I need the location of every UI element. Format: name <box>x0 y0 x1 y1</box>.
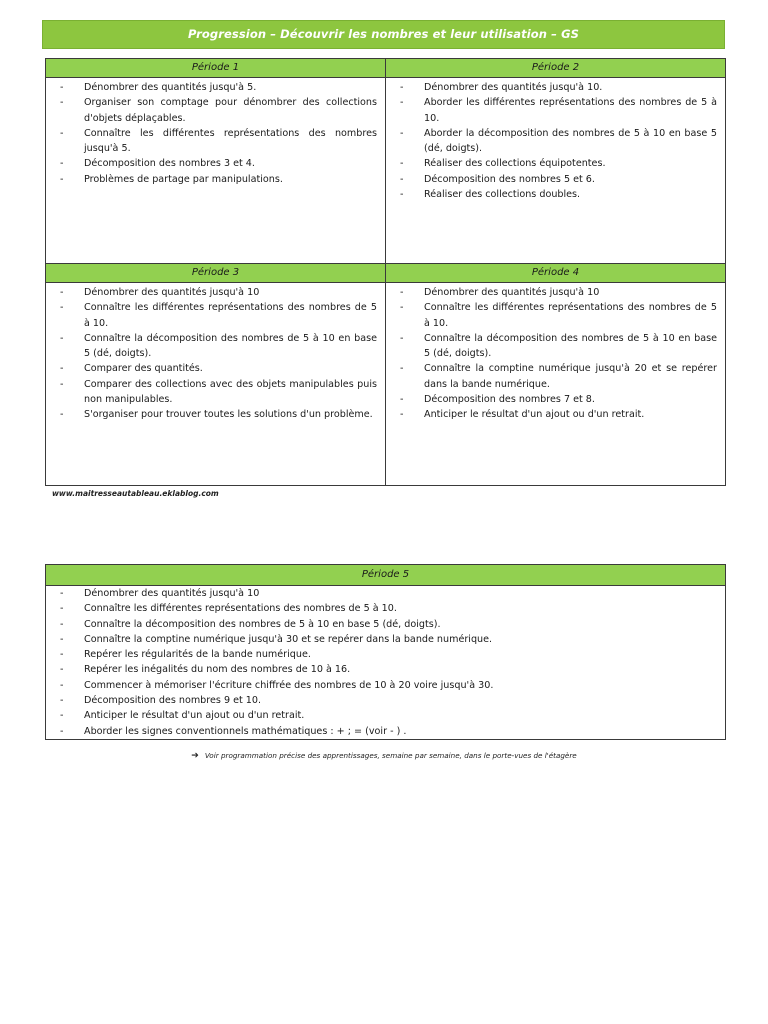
list-item: - Aborder les différentes représentations des nombres de 5 à 10. <box>394 95 717 126</box>
list-item: - Dénombrer des quantités jusqu'à 10. <box>394 80 717 95</box>
period-2-cell <box>386 78 726 264</box>
list-item: - Connaître les différentes représentations des nombres de 5 à 10. <box>54 601 717 616</box>
list-item: - Problèmes de partage par manipulations. <box>54 172 377 187</box>
period-5-cell <box>46 586 726 740</box>
list-item: - Décomposition des nombres 5 et 6. <box>394 172 717 187</box>
list-item: - Connaître la décomposition des nombres de 5 à 10 en base 5 (dé, doigts). <box>54 617 717 632</box>
period-4-list <box>386 283 725 423</box>
list-item: - Comparer des collections avec des objets manipulables puis non manipulables. <box>54 377 377 408</box>
list-item: - Aborder la décomposition des nombres de 5 à 10 en base 5 (dé, doigts). <box>394 126 717 157</box>
period-4-header: Période 4 <box>386 264 726 283</box>
list-item: - S'organiser pour trouver toutes les solutions d'un problème. <box>54 407 377 422</box>
footnote <box>0 751 768 761</box>
list-item: - Connaître les différentes représentations des nombres de 5 à 10. <box>394 300 717 331</box>
period-5-header: Période 5 <box>46 565 726 586</box>
periods-table <box>45 58 726 486</box>
list-item: - Comparer des quantités. <box>54 361 377 376</box>
period-2-list <box>386 78 725 202</box>
list-item: - Anticiper le résultat d'un ajout ou d'un retrait. <box>54 708 717 723</box>
list-item: - Connaître la décomposition des nombres de 5 à 10 en base 5 (dé, doigts). <box>54 331 377 362</box>
list-item: - Dénombrer des quantités jusqu'à 10 <box>394 285 717 300</box>
list-item: - Décomposition des nombres 3 et 4. <box>54 156 377 171</box>
period-2-header: Période 2 <box>386 59 726 78</box>
list-item: - Anticiper le résultat d'un ajout ou d'un retrait. <box>394 407 717 422</box>
list-item: - Connaître les différentes représentations des nombres jusqu'à 5. <box>54 126 377 157</box>
period-3-list <box>46 283 385 423</box>
list-item: - Décomposition des nombres 7 et 8. <box>394 392 717 407</box>
website-credit: www.maitresseautableau.eklablog.com <box>52 489 219 498</box>
period-1-header: Période 1 <box>46 59 386 78</box>
list-item: - Repérer les inégalités du nom des nombres de 10 à 16. <box>54 662 717 677</box>
list-item: - Aborder les signes conventionnels mathématiques : + ; = (voir - ) . <box>54 724 717 739</box>
arrow-right-icon: ➔ <box>191 751 199 761</box>
list-item: - Dénombrer des quantités jusqu'à 10 <box>54 586 717 601</box>
period-5-list <box>46 586 725 739</box>
period-5-table <box>45 564 726 740</box>
period-3-cell <box>46 283 386 486</box>
list-item: - Connaître la comptine numérique jusqu'à 30 et se repérer dans la bande numérique. <box>54 632 717 647</box>
page-title: Progression – Découvrir les nombres et leur utilisation – GS <box>42 20 725 49</box>
list-item: - Connaître les différentes représentations des nombres de 5 à 10. <box>54 300 377 331</box>
list-item: - Commencer à mémoriser l'écriture chiffrée des nombres de 10 à 20 voire jusqu'à 30. <box>54 678 717 693</box>
list-item: - Réaliser des collections équipotentes. <box>394 156 717 171</box>
list-item: - Connaître la comptine numérique jusqu'à 20 et se repérer dans la bande numérique. <box>394 361 717 392</box>
list-item: - Décomposition des nombres 9 et 10. <box>54 693 717 708</box>
list-item: - Organiser son comptage pour dénombrer des collections d'objets déplaçables. <box>54 95 377 126</box>
period-1-cell <box>46 78 386 264</box>
footnote-text: Voir programmation précise des apprentissages, semaine par semaine, dans le porte-vues de l'étagère <box>204 751 577 760</box>
list-item: - Dénombrer des quantités jusqu'à 5. <box>54 80 377 95</box>
period-4-cell <box>386 283 726 486</box>
list-item: - Connaître la décomposition des nombres de 5 à 10 en base 5 (dé, doigts). <box>394 331 717 362</box>
period-1-list <box>46 78 385 187</box>
period-3-header: Période 3 <box>46 264 386 283</box>
list-item: - Repérer les régularités de la bande numérique. <box>54 647 717 662</box>
list-item: - Réaliser des collections doubles. <box>394 187 717 202</box>
list-item: - Dénombrer des quantités jusqu'à 10 <box>54 285 377 300</box>
